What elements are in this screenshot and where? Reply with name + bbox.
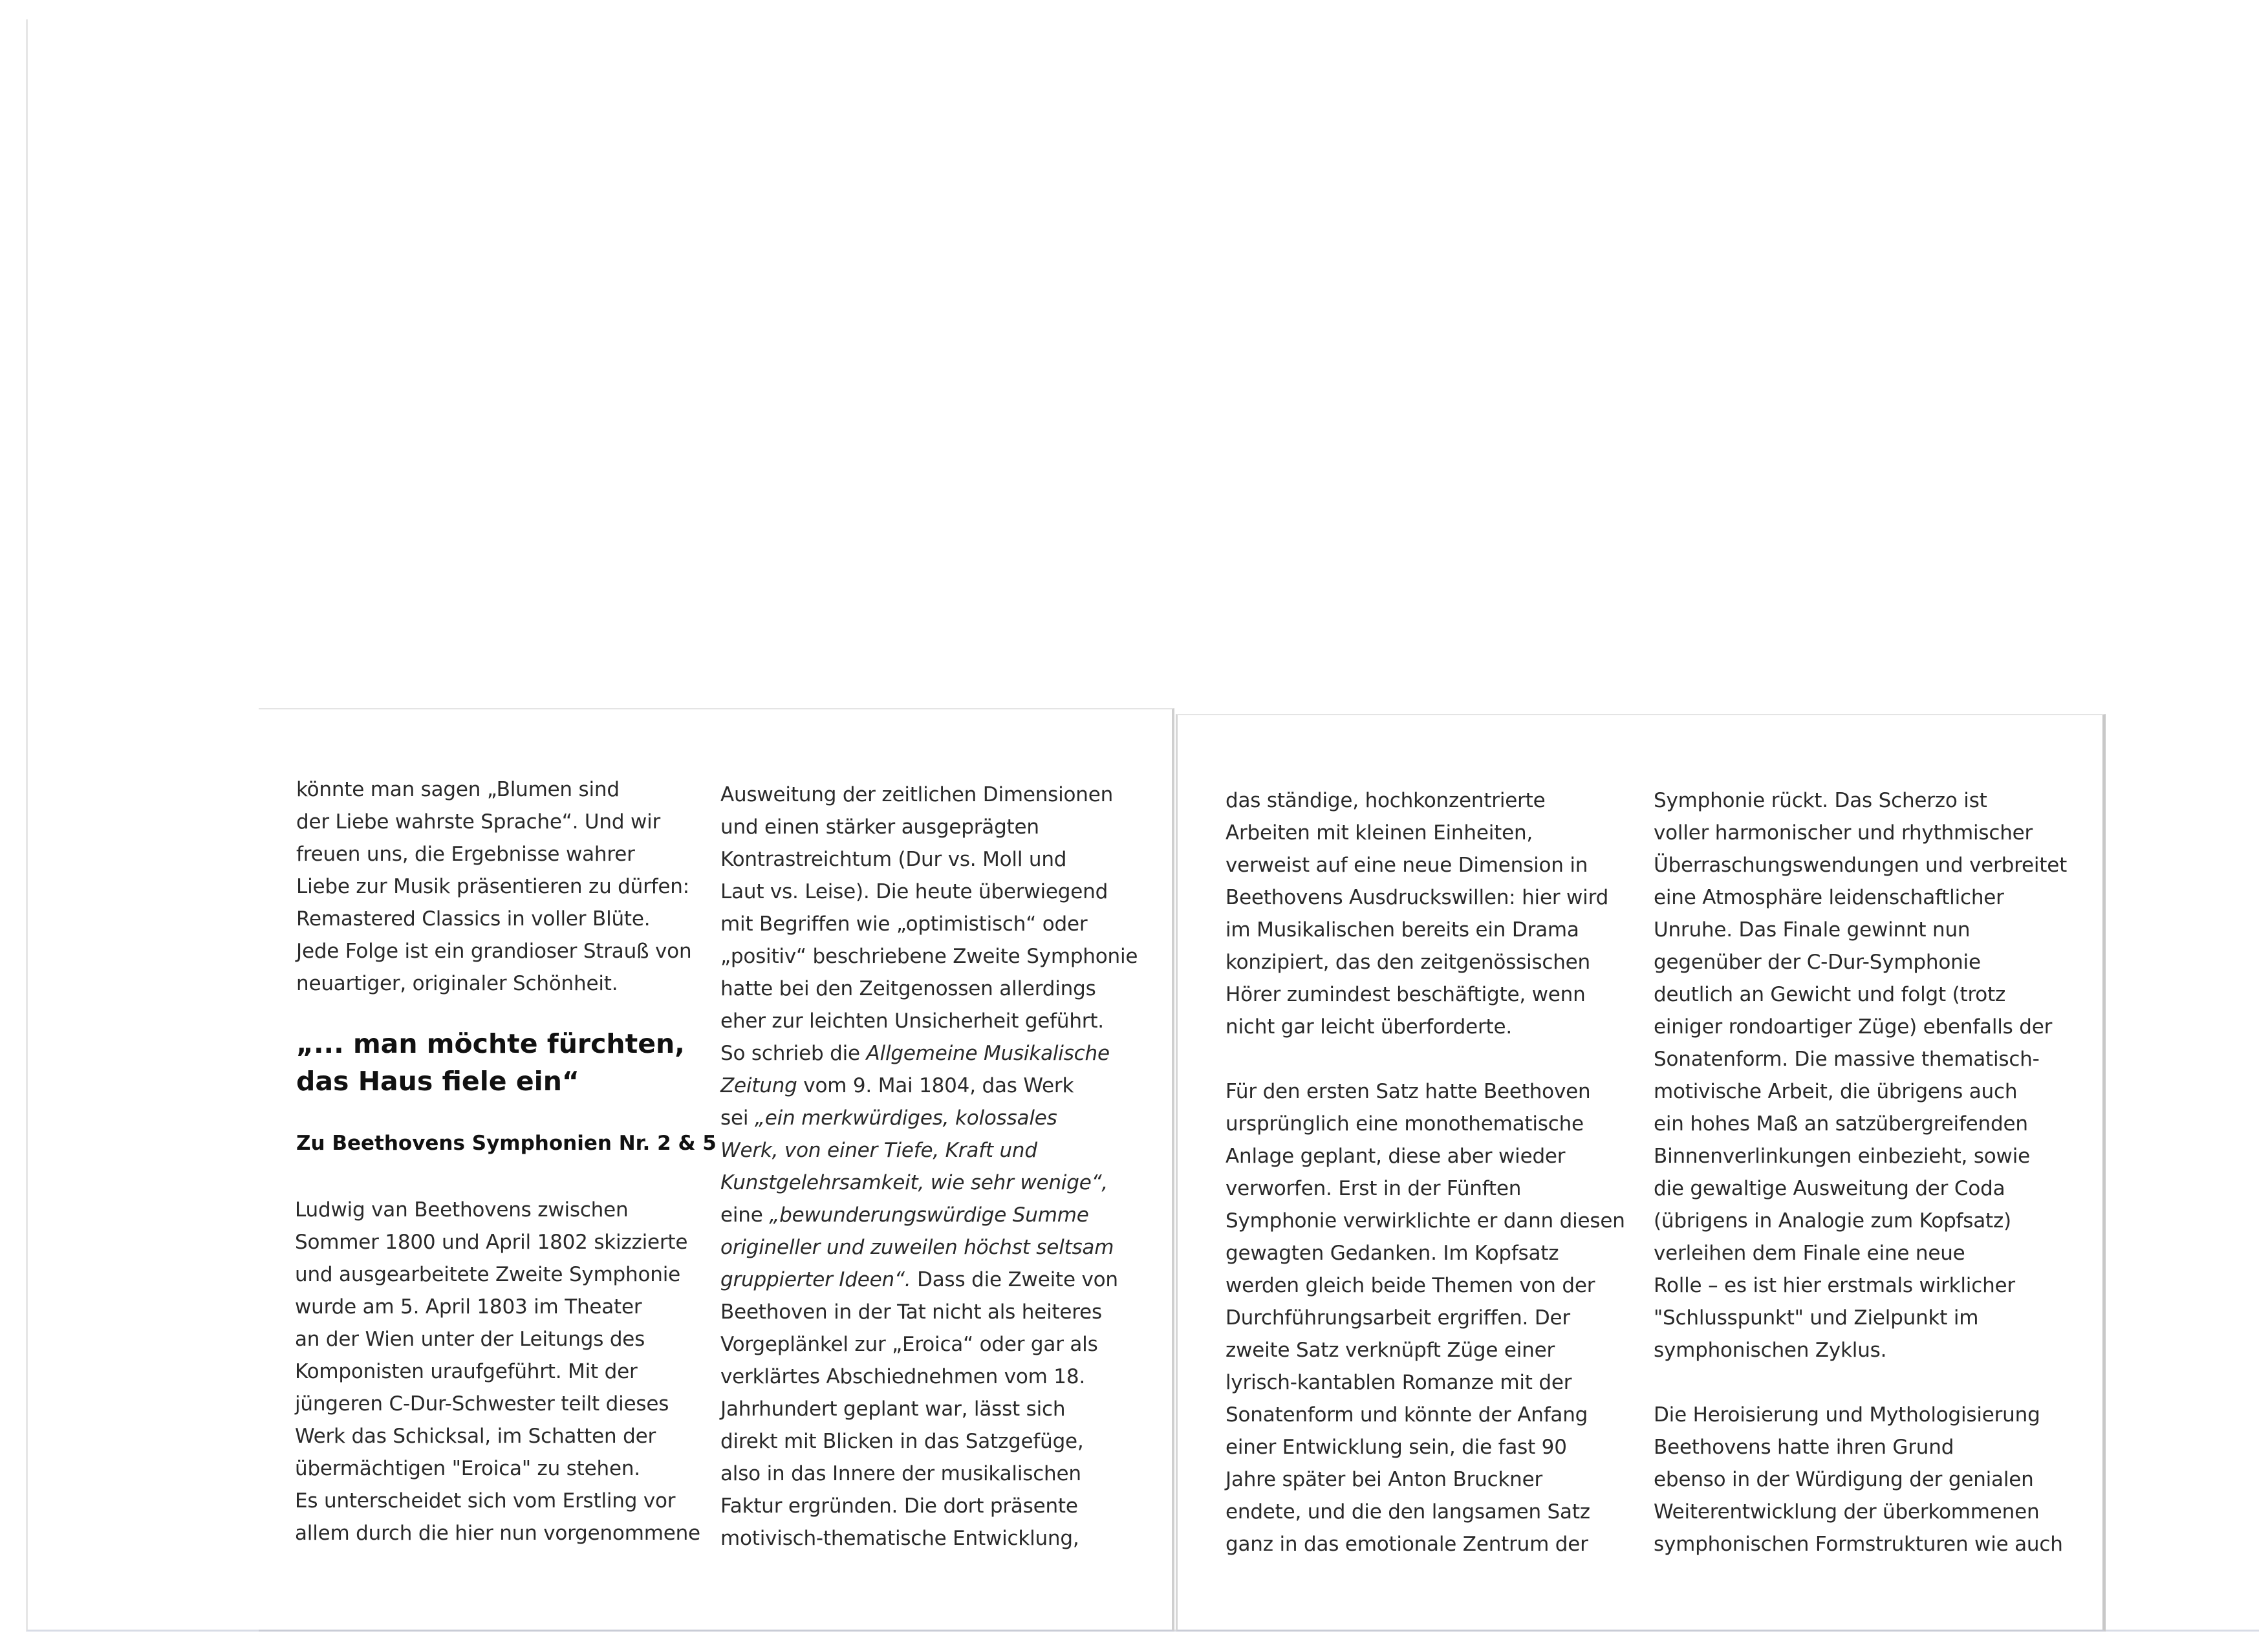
text-segment: an der Wien unter der Leitungs des bbox=[295, 1328, 645, 1351]
text-line bbox=[296, 806, 691, 838]
italic-text: Kunstgelehrsamkeit, wie sehr wenige“, bbox=[720, 1171, 1108, 1194]
text-line bbox=[1654, 1334, 2067, 1366]
text-line bbox=[720, 811, 1138, 843]
text-segment: die gewaltige Ausweitung der Coda bbox=[1654, 1177, 2005, 1200]
text-line bbox=[1654, 1399, 2067, 1431]
text-line bbox=[1654, 1528, 2067, 1560]
article-subheading: Zu Beethovens Symphonien Nr. 2 & 5 bbox=[296, 1132, 717, 1155]
heading-line-1: „... man möchte fürchten, bbox=[296, 1028, 685, 1059]
text-segment: Vorgeplänkel zur „Eroica“ oder gar als bbox=[720, 1333, 1098, 1356]
text-segment: eher zur leichten Unsicherheit geführt. bbox=[720, 1009, 1104, 1033]
text-segment: Liebe zur Musik präsentieren zu dürfen: bbox=[296, 875, 689, 898]
text-segment: Faktur ergründen. Die dort präsente bbox=[720, 1494, 1078, 1518]
text-segment: wurde am 5. April 1803 im Theater bbox=[295, 1295, 642, 1319]
text-line bbox=[296, 967, 691, 1000]
text-line bbox=[1226, 1463, 1625, 1496]
text-segment: gegenüber der C-Dur-Symphonie bbox=[1654, 951, 1981, 974]
text-line bbox=[295, 1226, 700, 1258]
text-line bbox=[1654, 1496, 2067, 1528]
text-line bbox=[720, 876, 1138, 908]
heading-line-2: das Haus fiele ein“ bbox=[296, 1066, 579, 1097]
text-segment: vom 9. Mai 1804, das Werk bbox=[797, 1074, 1074, 1097]
text-line bbox=[1654, 1463, 2067, 1496]
text-segment: Sonatenform und könnte der Anfang bbox=[1226, 1403, 1588, 1427]
text-segment: Binnenverlinkungen einbezieht, sowie bbox=[1654, 1145, 2030, 1168]
text-segment: eine bbox=[720, 1203, 770, 1227]
text-segment: werden gleich beide Themen von der bbox=[1226, 1274, 1595, 1297]
text-segment: Unruhe. Das Finale gewinnt nun bbox=[1654, 918, 1971, 942]
italic-text: gruppierter Ideen“. bbox=[720, 1268, 911, 1291]
text-segment: ursprünglich eine monothematische bbox=[1226, 1112, 1584, 1136]
text-segment: ebenso in der Würdigung der genialen bbox=[1654, 1468, 2034, 1491]
text-segment: und ausgearbeitete Zweite Symphonie bbox=[295, 1263, 680, 1286]
text-line bbox=[1226, 1496, 1625, 1528]
text-line bbox=[295, 1388, 700, 1420]
text-segment: ein hohes Maß an satzübergreifenden bbox=[1654, 1112, 2028, 1136]
text-line bbox=[1654, 1431, 2067, 1463]
text-segment: also in das Innere der musikalischen bbox=[720, 1462, 1081, 1485]
text-segment: Rolle – es ist hier erstmals wirklicher bbox=[1654, 1274, 2015, 1297]
text-line bbox=[720, 908, 1138, 940]
text-segment: verleihen dem Finale eine neue bbox=[1654, 1242, 1965, 1265]
text-segment: der Liebe wahrste Sprache“. Und wir bbox=[296, 810, 661, 834]
column-4 bbox=[1654, 784, 2067, 1560]
italic-text: Werk, von einer Tiefe, Kraft und bbox=[720, 1139, 1037, 1162]
text-line bbox=[1226, 1334, 1625, 1366]
text-line bbox=[1226, 1269, 1625, 1302]
text-segment: übermächtigen "Eroica" zu stehen. bbox=[295, 1457, 640, 1480]
text-segment: einer Entwicklung sein, die fast 90 bbox=[1226, 1436, 1567, 1459]
text-segment: eine Atmosphäre leidenschaftlicher bbox=[1654, 886, 2004, 909]
text-segment: allem durch die hier nun vorgenommene bbox=[295, 1522, 700, 1545]
text-segment: Jede Folge ist ein grandioser Strauß von bbox=[296, 940, 692, 963]
text-segment: Anlage geplant, diese aber wieder bbox=[1226, 1145, 1566, 1168]
text-line bbox=[296, 903, 691, 935]
text-line bbox=[1654, 1172, 2067, 1205]
text-line bbox=[296, 773, 691, 806]
text-line bbox=[1226, 1237, 1625, 1269]
text-line bbox=[1654, 1205, 2067, 1237]
article-heading bbox=[296, 1025, 685, 1100]
text-line bbox=[1226, 914, 1625, 946]
text-line bbox=[1654, 1011, 2067, 1043]
text-line bbox=[1654, 1302, 2067, 1334]
text-segment: „positiv“ beschriebene Zweite Symphonie bbox=[720, 945, 1138, 968]
italic-text: Zeitung bbox=[720, 1074, 797, 1097]
text-line bbox=[295, 1485, 700, 1517]
text-line bbox=[295, 1517, 700, 1549]
text-line bbox=[720, 940, 1138, 973]
text-line bbox=[720, 1328, 1138, 1361]
text-line bbox=[1654, 1043, 2067, 1075]
text-line bbox=[1226, 1011, 1625, 1043]
text-segment: jüngeren C-Dur-Schwester teilt dieses bbox=[295, 1392, 669, 1416]
text-segment: Dass die Zweite von bbox=[911, 1268, 1118, 1291]
text-line bbox=[720, 1199, 1138, 1231]
text-segment: symphonischen Formstrukturen wie auch bbox=[1654, 1533, 2063, 1556]
text-line bbox=[296, 935, 691, 967]
text-line bbox=[295, 1291, 700, 1323]
text-segment: voller harmonischer und rhythmischer bbox=[1654, 821, 2033, 845]
text-line bbox=[295, 1258, 700, 1291]
text-line bbox=[720, 1005, 1138, 1037]
text-line bbox=[1226, 946, 1625, 978]
text-line bbox=[1654, 1140, 2067, 1172]
paragraph-break bbox=[1226, 1043, 1625, 1075]
column-2 bbox=[720, 779, 1138, 1555]
text-line bbox=[720, 1425, 1138, 1458]
text-segment: nicht gar leicht überforderte. bbox=[1226, 1015, 1513, 1039]
text-segment: und einen stärker ausgeprägten bbox=[720, 815, 1039, 839]
italic-text: „ein merkwürdiges, kolossales bbox=[754, 1106, 1057, 1130]
text-segment: Komponisten uraufgeführt. Mit der bbox=[295, 1360, 638, 1383]
text-line bbox=[720, 1134, 1138, 1167]
text-segment: Für den ersten Satz hatte Beethoven bbox=[1226, 1080, 1591, 1103]
text-segment: Weiterentwicklung der überkommenen bbox=[1654, 1500, 2040, 1524]
text-segment: gewagten Gedanken. Im Kopfsatz bbox=[1226, 1242, 1559, 1265]
text-line bbox=[1226, 1528, 1625, 1560]
text-line bbox=[1654, 1237, 2067, 1269]
text-line bbox=[1654, 978, 2067, 1011]
text-segment: Beethovens Ausdruckswillen: hier wird bbox=[1226, 886, 1609, 909]
text-segment: Ludwig van Beethovens zwischen bbox=[295, 1198, 629, 1222]
text-segment: verweist auf eine neue Dimension in bbox=[1226, 854, 1588, 877]
text-line bbox=[1654, 914, 2067, 946]
text-line bbox=[720, 1037, 1138, 1070]
text-line bbox=[1226, 817, 1625, 849]
text-segment: Werk das Schicksal, im Schatten der bbox=[295, 1425, 656, 1448]
text-segment: Kontrastreichtum (Dur vs. Moll und bbox=[720, 848, 1067, 871]
text-segment: hatte bei den Zeitgenossen allerdings bbox=[720, 977, 1096, 1000]
text-segment: lyrisch-kantablen Romanze mit der bbox=[1226, 1371, 1572, 1394]
text-segment: Es unterscheidet sich vom Erstling vor bbox=[295, 1489, 676, 1513]
text-segment: könnte man sagen „Blumen sind bbox=[296, 778, 620, 801]
text-line bbox=[1226, 1205, 1625, 1237]
text-line bbox=[720, 1522, 1138, 1555]
text-segment: Beethoven in der Tat nicht als heiteres bbox=[720, 1300, 1102, 1324]
text-line bbox=[295, 1194, 700, 1226]
text-line bbox=[720, 843, 1138, 876]
text-segment: Hörer zumindest beschäftigte, wenn bbox=[1226, 983, 1586, 1006]
text-line bbox=[720, 1490, 1138, 1522]
text-segment: Laut vs. Leise). Die heute überwiegend bbox=[720, 880, 1108, 903]
text-segment: Überraschungswendungen und verbreitet bbox=[1654, 854, 2068, 877]
text-segment: Jahrhundert geplant war, lässt sich bbox=[720, 1397, 1066, 1421]
text-segment: "Schlusspunkt" und Zielpunkt im bbox=[1654, 1306, 1979, 1330]
text-segment: Remastered Classics in voller Blüte. bbox=[296, 907, 651, 931]
text-segment: deutlich an Gewicht und folgt (trotz bbox=[1654, 983, 2006, 1006]
text-segment: symphonischen Zyklus. bbox=[1654, 1339, 1887, 1362]
text-line bbox=[295, 1420, 700, 1452]
text-line bbox=[1226, 1172, 1625, 1205]
text-segment: neuartiger, originaler Schönheit. bbox=[296, 972, 618, 995]
text-line bbox=[720, 1167, 1138, 1199]
text-line bbox=[1226, 1108, 1625, 1140]
text-segment: Symphonie verwirklichte er dann diesen bbox=[1226, 1209, 1625, 1233]
text-line bbox=[1226, 978, 1625, 1011]
column-1-body bbox=[295, 1194, 700, 1549]
text-segment: Beethovens hatte ihren Grund bbox=[1654, 1436, 1954, 1459]
italic-text: origineller und zuweilen höchst seltsam bbox=[720, 1236, 1114, 1259]
text-line bbox=[1654, 946, 2067, 978]
text-segment: verklärtes Abschiednehmen vom 18. bbox=[720, 1365, 1085, 1388]
text-line bbox=[1226, 1431, 1625, 1463]
text-segment: (übrigens in Analogie zum Kopfsatz) bbox=[1654, 1209, 2011, 1233]
paragraph-break bbox=[1654, 1366, 2067, 1399]
text-segment: ganz in das emotionale Zentrum der bbox=[1226, 1533, 1588, 1556]
column-3 bbox=[1226, 784, 1625, 1560]
text-segment: einiger rondoartiger Züge) ebenfalls der bbox=[1654, 1015, 2053, 1039]
text-line bbox=[720, 973, 1138, 1005]
text-segment: zweite Satz verknüpft Züge einer bbox=[1226, 1339, 1555, 1362]
text-line bbox=[295, 1355, 700, 1388]
text-line bbox=[1226, 1399, 1625, 1431]
text-line bbox=[720, 779, 1138, 811]
text-line bbox=[295, 1323, 700, 1355]
text-line bbox=[720, 1296, 1138, 1328]
text-line bbox=[1226, 881, 1625, 914]
text-segment: freuen uns, die Ergebnisse wahrer bbox=[296, 843, 635, 866]
text-line bbox=[1654, 784, 2067, 817]
italic-text: Allgemeine Musikalische bbox=[866, 1042, 1110, 1065]
text-line bbox=[1226, 1366, 1625, 1399]
text-line bbox=[720, 1458, 1138, 1490]
text-segment: Sonatenform. Die massive thematisch- bbox=[1654, 1048, 2040, 1071]
text-segment: das ständige, hochkonzentrierte bbox=[1226, 789, 1546, 812]
text-line bbox=[720, 1102, 1138, 1134]
text-line bbox=[1654, 1075, 2067, 1108]
text-line bbox=[1654, 1108, 2067, 1140]
text-line bbox=[296, 870, 691, 903]
text-segment: sei bbox=[720, 1106, 755, 1130]
column-1-intro bbox=[296, 773, 691, 1000]
text-segment: mit Begriffen wie „optimistisch“ oder bbox=[720, 912, 1088, 936]
text-segment: im Musikalischen bereits ein Drama bbox=[1226, 918, 1579, 942]
text-segment: Sommer 1800 und April 1802 skizzierte bbox=[295, 1231, 688, 1254]
text-segment: Ausweitung der zeitlichen Dimensionen bbox=[720, 783, 1114, 806]
text-line bbox=[295, 1452, 700, 1485]
text-line bbox=[1654, 1269, 2067, 1302]
text-line bbox=[720, 1361, 1138, 1393]
text-line bbox=[1226, 1075, 1625, 1108]
text-segment: direkt mit Blicken in das Satzgefüge, bbox=[720, 1430, 1084, 1453]
text-segment: Jahre später bei Anton Bruckner bbox=[1226, 1468, 1543, 1491]
text-line bbox=[720, 1231, 1138, 1264]
text-line bbox=[1226, 1302, 1625, 1334]
text-line bbox=[720, 1264, 1138, 1296]
text-segment: motivisch-thematische Entwicklung, bbox=[720, 1527, 1079, 1550]
text-line bbox=[720, 1070, 1138, 1102]
text-segment: Durchführungsarbeit ergriffen. Der bbox=[1226, 1306, 1570, 1330]
text-line bbox=[1226, 849, 1625, 881]
text-segment: So schrieb die bbox=[720, 1042, 867, 1065]
text-line bbox=[1226, 1140, 1625, 1172]
text-segment: endete, und die den langsamen Satz bbox=[1226, 1500, 1590, 1524]
text-line bbox=[1654, 817, 2067, 849]
text-line bbox=[720, 1393, 1138, 1425]
text-line bbox=[1654, 881, 2067, 914]
text-line bbox=[296, 838, 691, 870]
text-segment: Arbeiten mit kleinen Einheiten, bbox=[1226, 821, 1533, 845]
text-line bbox=[1226, 784, 1625, 817]
italic-text: „bewunderungswürdige Summe bbox=[769, 1203, 1089, 1227]
text-segment: konzipiert, das den zeitgenössischen bbox=[1226, 951, 1590, 974]
text-segment: Symphonie rückt. Das Scherzo ist bbox=[1654, 789, 1987, 812]
text-segment: verworfen. Erst in der Fünften bbox=[1226, 1177, 1522, 1200]
text-line bbox=[1654, 849, 2067, 881]
text-segment: motivische Arbeit, die übrigens auch bbox=[1654, 1080, 2018, 1103]
text-segment: Die Heroisierung und Mythologisierung bbox=[1654, 1403, 2040, 1427]
